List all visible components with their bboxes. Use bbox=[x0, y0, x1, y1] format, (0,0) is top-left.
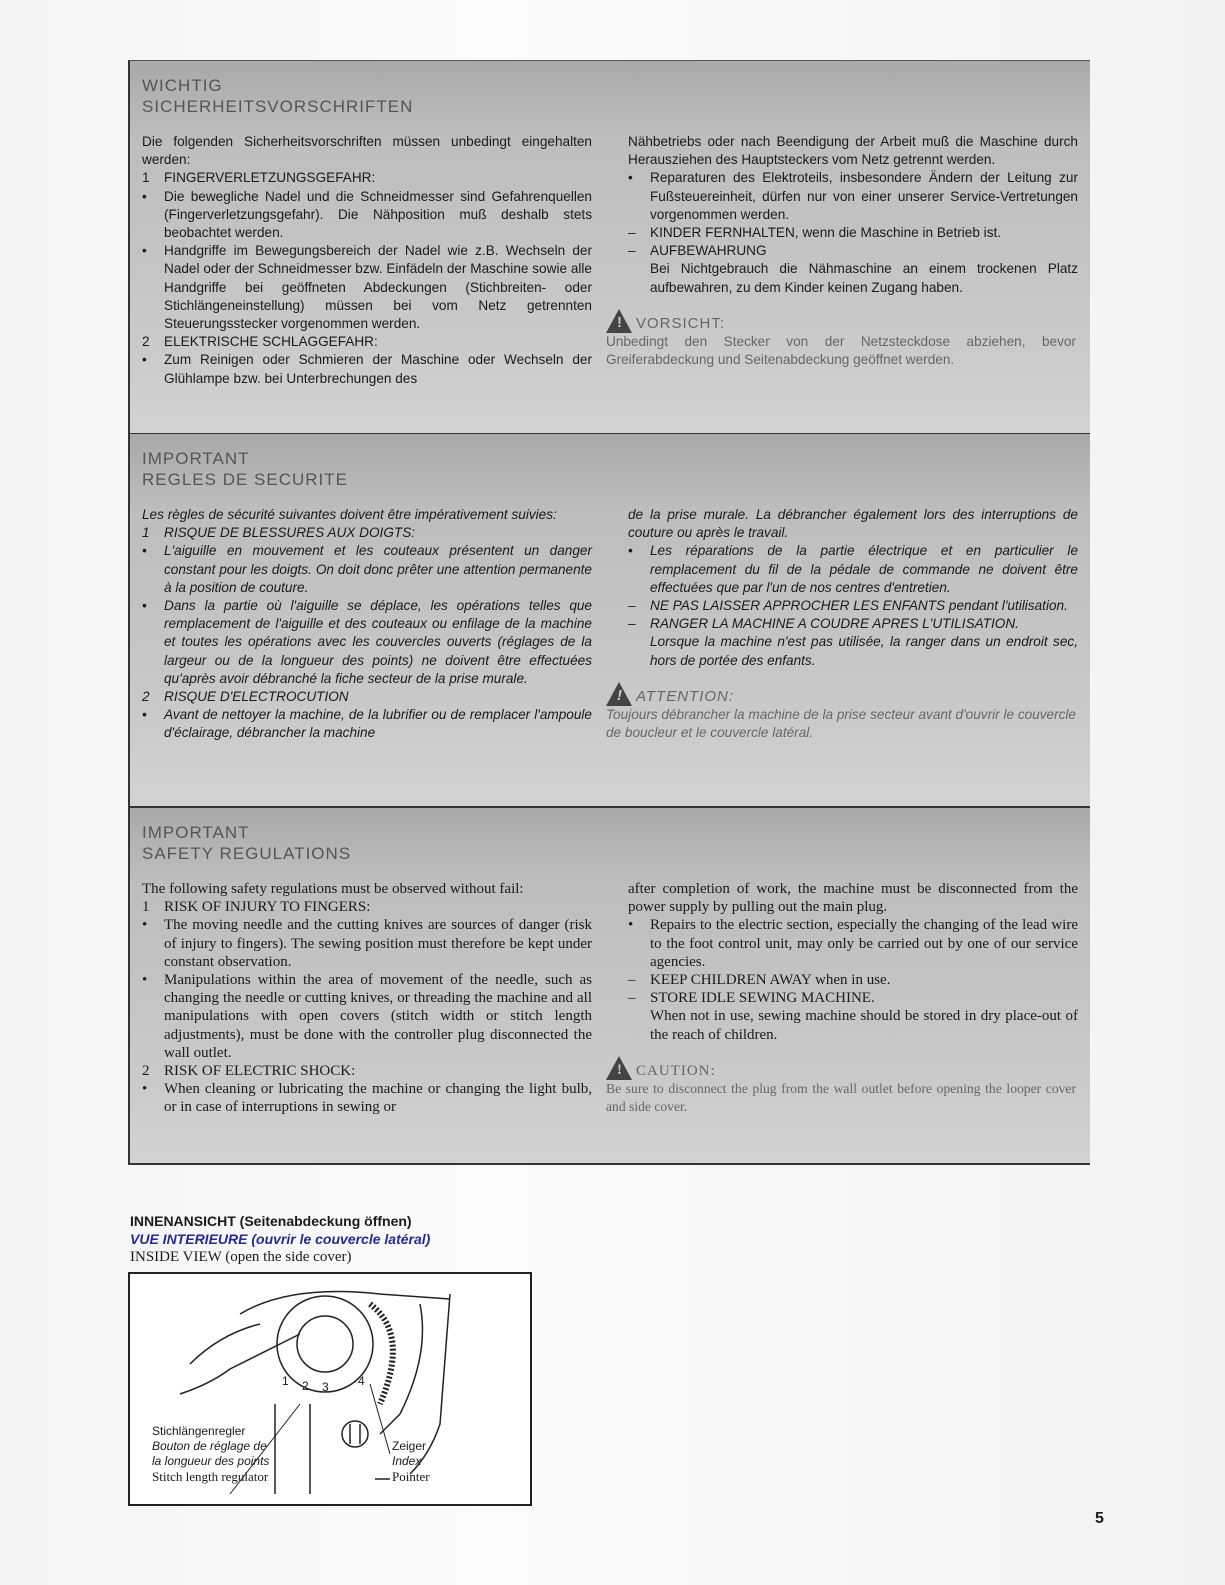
paragraph-text: Lorsque la machine n'est pas utilisée, la ranger dans un endroit sec, hors de portée des enfants. bbox=[650, 634, 1078, 668]
item-text: The moving needle and the cutting knives are sources of danger (risk of injury to fingers). The sewing position must therefore be kept under constant observation. bbox=[164, 917, 592, 970]
warning-icon: ! bbox=[606, 309, 632, 333]
paragraph-text: Les règles de sécurité suivantes doivent être impérativement suivies: bbox=[142, 507, 557, 522]
heading-line: SICHERHEITSVORSCHRIFTEN bbox=[142, 97, 414, 116]
list-marker: 2 bbox=[142, 334, 150, 350]
dash-item bbox=[628, 597, 1078, 615]
bullet-item bbox=[142, 542, 592, 597]
list-marker: • bbox=[142, 543, 147, 559]
warning-icon: ! bbox=[606, 1056, 632, 1080]
item-text: ELEKTRISCHE SCHLAGGEFAHR: bbox=[164, 334, 378, 350]
bullet-item bbox=[142, 351, 592, 387]
safety-section-french bbox=[128, 434, 1090, 808]
caption-en: INSIDE VIEW (open the side cover) bbox=[130, 1249, 352, 1265]
bullet-item bbox=[142, 706, 592, 742]
item-text: Les réparations de la partie électrique et en particulier le remplacement du fil de la pédale de commande ne doivent être effectuées que par l'un de nos centres d'entretien. bbox=[650, 543, 1078, 595]
stitch-length-regulator-label bbox=[152, 1424, 269, 1484]
list-marker: 2 bbox=[142, 1063, 150, 1080]
item-text: RANGER LA MACHINE A COUDRE APRES L'UTILISATION. bbox=[650, 616, 1019, 632]
label-de: Zeiger bbox=[392, 1439, 427, 1453]
item-text: Handgriffe im Bewegungsbereich der Nadel wie z.B. Wechseln der Nadel oder der Schneidmesser bzw. Einfädeln der Maschine sowie alle Handgriffe bei geöffneten Abdeckungen (Stichbreiten- oder Stichlängeneinstellung) müssen bei vom Netz getrennten Steuerungsstecker vorgenommen werden. bbox=[164, 243, 592, 332]
list-marker: • bbox=[142, 598, 147, 614]
item-text: RISK OF INJURY TO FINGERS: bbox=[164, 899, 371, 916]
section-heading bbox=[142, 448, 348, 490]
item-text: Manipulations within the area of movement of the needle, such as changing the needle or cutting knives, or threading the machine and all manipulations with open covers (stitch width or stitch length adjustments), must be done with the controller plug disconnected the wall outlet. bbox=[164, 972, 592, 1061]
label-de: Stichlängenregler bbox=[152, 1424, 246, 1438]
item-text: KEEP CHILDREN AWAY when in use. bbox=[650, 972, 891, 989]
list-marker: • bbox=[142, 243, 147, 259]
label-fr: Index bbox=[392, 1454, 422, 1468]
right-column bbox=[606, 880, 1078, 1116]
dial-number: 4 bbox=[358, 1374, 365, 1388]
left-column bbox=[142, 506, 592, 743]
bullet-item bbox=[142, 971, 592, 1062]
item-text: RISQUE D'ELECTROCUTION bbox=[164, 689, 349, 705]
item-text: When cleaning or lubricating the machine or changing the light bulb, or in case of interruptions in sewing or bbox=[164, 1081, 592, 1116]
caution-text: Be sure to disconnect the plug from the wall outlet before opening the looper cover and side cover. bbox=[606, 1080, 1076, 1115]
heading-line: IMPORTANT bbox=[142, 449, 250, 468]
right-column bbox=[606, 506, 1078, 742]
item-text: RISK OF ELECTRIC SHOCK: bbox=[164, 1063, 356, 1080]
item-text: AUFBEWAHRUNG bbox=[650, 243, 767, 259]
item-text: STORE IDLE SEWING MACHINE. bbox=[650, 990, 875, 1007]
safety-section-german bbox=[128, 60, 1090, 435]
bullet-item bbox=[142, 916, 592, 971]
heading-line: REGLES DE SECURITE bbox=[142, 470, 348, 489]
paragraph-text: Nähbetriebs oder nach Beendigung der Arbeit muß die Maschine durch Herausziehen des Hauptsteckers vom Netz getrennt werden. bbox=[628, 134, 1078, 168]
paragraph-text: When not in use, sewing machine should be stored in dry place-out of the reach of children. bbox=[650, 1008, 1078, 1043]
heading-line: IMPORTANT bbox=[142, 823, 250, 842]
paragraph bbox=[628, 880, 1078, 916]
list-marker: • bbox=[142, 188, 147, 204]
dash-item bbox=[628, 615, 1078, 633]
caption-de: INNENANSICHT (Seitenabdeckung öffnen) bbox=[130, 1213, 412, 1229]
list-marker: – bbox=[628, 225, 636, 241]
left-column bbox=[142, 133, 592, 388]
label-en: Pointer bbox=[392, 1469, 430, 1484]
pointer-label bbox=[392, 1439, 430, 1484]
bullet-item bbox=[142, 1080, 592, 1116]
intro-paragraph bbox=[142, 880, 592, 898]
caution-notice bbox=[606, 1056, 1076, 1116]
warning-icon: ! bbox=[606, 682, 632, 706]
caution-title: CAUTION: bbox=[636, 1062, 716, 1079]
bullet-item bbox=[628, 916, 1078, 971]
list-marker: 1 bbox=[142, 525, 150, 541]
list-marker: • bbox=[628, 917, 634, 934]
numbered-heading bbox=[142, 1062, 592, 1080]
paragraph-text: after completion of work, the machine must be disconnected from the power supply by pulling out the main plug. bbox=[628, 881, 1078, 916]
item-text: RISQUE DE BLESSURES AUX DOIGTS: bbox=[164, 525, 416, 541]
list-marker: • bbox=[142, 707, 147, 723]
list-marker: • bbox=[142, 1081, 148, 1098]
left-column bbox=[142, 880, 592, 1117]
intro-paragraph bbox=[142, 133, 592, 169]
heading-line: WICHTIG bbox=[142, 76, 223, 95]
caution-title: ATTENTION: bbox=[636, 687, 735, 705]
list-marker: 1 bbox=[142, 170, 150, 186]
list-marker: – bbox=[628, 243, 636, 259]
page-number: 5 bbox=[1095, 1510, 1104, 1527]
paragraph-text: The following safety regulations must be observed without fail: bbox=[142, 881, 524, 897]
paragraph bbox=[628, 133, 1078, 169]
dial-number: 1 bbox=[282, 1374, 289, 1388]
paragraph bbox=[628, 260, 1078, 296]
label-fr-1: Bouton de réglage de bbox=[152, 1439, 267, 1453]
label-fr-2: la longueur des points bbox=[152, 1454, 270, 1468]
heading-line: SAFETY REGULATIONS bbox=[142, 844, 352, 863]
caution-title: VORSICHT: bbox=[636, 314, 726, 332]
paragraph-text: Bei Nichtgebrauch die Nähmaschine an einem trockenen Platz aufbewahren, zu dem Kinder keinen Zugang haben. bbox=[650, 261, 1078, 295]
dial-number: 2 bbox=[302, 1379, 309, 1393]
item-text: Zum Reinigen oder Schmieren der Maschine oder Wechseln der Glühlampe bzw. bei Unterbrechungen des bbox=[164, 352, 592, 386]
list-marker: – bbox=[628, 972, 636, 989]
bullet-item bbox=[628, 542, 1078, 597]
list-marker: • bbox=[628, 543, 633, 559]
numbered-heading bbox=[142, 169, 592, 187]
numbered-heading bbox=[142, 333, 592, 351]
paragraph bbox=[628, 633, 1078, 669]
caution-notice bbox=[606, 682, 1076, 742]
bullet-item bbox=[628, 169, 1078, 224]
safety-section-english bbox=[128, 808, 1090, 1165]
item-text: KINDER FERNHALTEN, wenn die Maschine in Betrieb ist. bbox=[650, 225, 1002, 241]
paragraph bbox=[628, 506, 1078, 542]
dial-number: 3 bbox=[322, 1380, 329, 1394]
dash-item bbox=[628, 989, 1078, 1007]
item-text: Die bewegliche Nadel und die Schneidmesser sind Gefahrenquellen (Fingerverletzungsgefahr). Die Nähposition muß deshalb stets beobachtet werden. bbox=[164, 188, 592, 241]
paragraph-text: Die folgenden Sicherheitsvorschriften müssen unbedingt eingehalten werden: bbox=[142, 134, 592, 168]
dash-item bbox=[628, 224, 1078, 242]
right-column bbox=[606, 133, 1078, 369]
dash-item bbox=[628, 242, 1078, 260]
intro-paragraph bbox=[142, 506, 592, 524]
dash-item bbox=[628, 971, 1078, 989]
paragraph bbox=[628, 1007, 1078, 1043]
inside-view-figure bbox=[128, 1272, 532, 1506]
bullet-item bbox=[142, 597, 592, 688]
item-text: Avant de nettoyer la machine, de la lubrifier ou de remplacer l'ampoule d'éclairage, débrancher la machine bbox=[164, 707, 592, 741]
caution-text: Unbedingt den Stecker von der Netzsteckdose abziehen, bevor Greiferabdeckung und Seitenabdeckung geöffnet werden. bbox=[606, 333, 1076, 368]
item-text: NE PAS LAISSER APPROCHER LES ENFANTS pendant l'utilisation. bbox=[650, 598, 1068, 614]
list-marker: • bbox=[142, 972, 148, 989]
caution-text: Toujours débrancher la machine de la prise secteur avant d'ouvrir le couvercle de boucleur et le couvercle latéral. bbox=[606, 706, 1076, 741]
caption-fr: VUE INTERIEURE (ouvrir le couvercle latéral) bbox=[130, 1231, 431, 1247]
caution-notice bbox=[606, 309, 1076, 369]
list-marker: – bbox=[628, 616, 636, 632]
section-heading bbox=[142, 822, 351, 864]
list-marker: 2 bbox=[142, 689, 150, 705]
item-text: L'aiguille en mouvement et les couteaux présentent un danger constant pour les doigts. On doit donc prêter une attention permanente à la position de couture. bbox=[164, 543, 592, 595]
paragraph-text: de la prise murale. La débrancher également lors des interruptions de couture ou après le travail. bbox=[628, 507, 1078, 541]
section-heading bbox=[142, 75, 413, 117]
list-marker: • bbox=[628, 170, 633, 186]
numbered-heading bbox=[142, 898, 592, 916]
item-text: Dans la partie où l'aiguille se déplace, les opérations telles que remplacement de l'aiguille et des couteaux ou enfilage de la machine et toutes les opérations avec les couvercles ouverts (réglages de la largeur ou de la longueur des points) ne doivent être effectuées qu'après avoir débranché la fiche secteur de la prise murale. bbox=[164, 598, 592, 686]
list-marker: 1 bbox=[142, 899, 150, 916]
list-marker: • bbox=[142, 352, 147, 368]
numbered-heading bbox=[142, 688, 592, 706]
item-text: Repairs to the electric section, especially the changing of the lead wire to the foot control unit, may only be carried out by one of our service agencies. bbox=[650, 917, 1078, 970]
numbered-heading bbox=[142, 524, 592, 542]
label-en: Stitch length regulator bbox=[152, 1469, 269, 1484]
list-marker: – bbox=[628, 990, 636, 1007]
list-marker: • bbox=[142, 917, 148, 934]
figure-captions bbox=[130, 1212, 430, 1266]
item-text: Reparaturen des Elektroteils, insbesondere Ändern der Leitung zur Fußsteuereinheit, dürfen nur von einer unserer Service-Vertretungen vorgenommen werden. bbox=[650, 170, 1078, 222]
item-text: FINGERVERLETZUNGSGEFAHR: bbox=[164, 170, 376, 186]
bullet-item bbox=[142, 242, 592, 333]
list-marker: – bbox=[628, 598, 636, 614]
bullet-item bbox=[142, 188, 592, 243]
